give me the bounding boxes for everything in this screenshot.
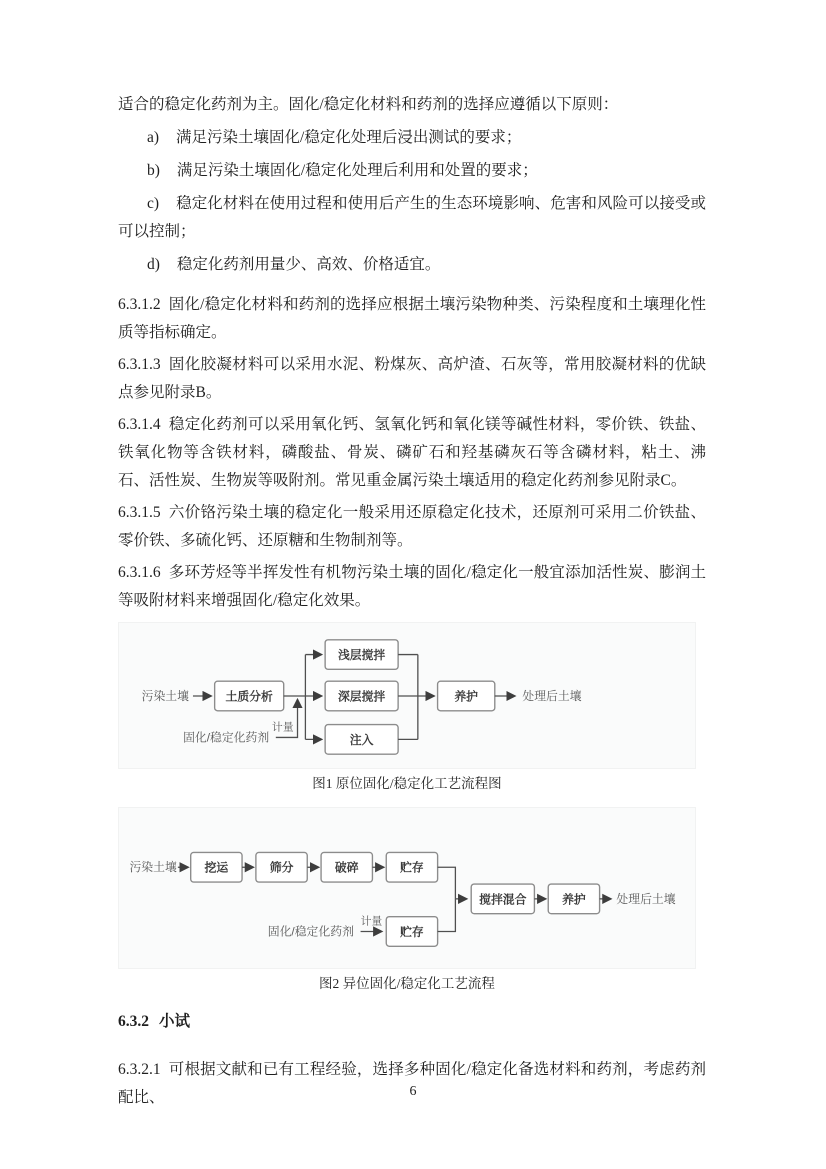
fig1-agent-label: 固化/稳定化药剂: [183, 730, 270, 745]
paragraph-number: 6.3.1.3: [118, 356, 161, 373]
paragraph-text: 固化胶凝材料可以采用水泥、粉煤灰、高炉渣、石灰等，常用胶凝材料的优缺点参见附录B。: [118, 356, 706, 401]
paragraph-text: 稳定化药剂可以采用氧化钙、氢氧化钙和氧化镁等碱性材料，零价铁、铁盐、铁氧化物等含铁材料，磷酸盐、骨炭、磷矿石和羟基磷灰石等含磷材料，粘土、沸石、活性炭、生物炭等吸附剂。常见重金属污染土壤适用的稳定化药剂参见附录C。: [118, 416, 706, 489]
list-item-d: [118, 251, 706, 279]
list-item-c-text: 稳定化材料在使用过程和使用后产生的生态环境影响、危害和风险可以接受或可以控制；: [118, 195, 706, 240]
fig2-merge-line: [438, 867, 456, 931]
figure2-caption: 图2 异位固化/稳定化工艺流程: [319, 976, 495, 991]
fig2-box-label: 搅拌混合: [479, 892, 527, 907]
fig2-agent-label: 固化/稳定化药剂: [267, 924, 354, 939]
fig1-box-soil-analysis: [215, 681, 284, 711]
list-item-b: [118, 157, 706, 185]
list-item-c: [118, 190, 706, 246]
fig1-box-curing: [438, 681, 495, 711]
page-number: 6: [409, 1084, 417, 1099]
paragraph-number: 6.3.1.5: [118, 504, 161, 521]
fig2-box-crushing: [321, 852, 372, 882]
fig2-output-label: 处理后土壤: [616, 891, 676, 906]
fig1-input-label: 污染土壤: [141, 688, 189, 703]
fig2-metering-label: 计量: [360, 915, 383, 928]
paragraph-6.3.1.3: [118, 351, 706, 407]
paragraph-number: 6.3.2.1: [118, 1061, 161, 1078]
section-heading-6.3.2: [118, 1008, 706, 1036]
fig1-box-label: 养护: [454, 689, 479, 704]
fig2-box-label: 破碎: [334, 860, 359, 875]
list-item-d-label: d): [147, 256, 160, 273]
section-title: 小试: [159, 1013, 191, 1030]
list-item-a: [118, 124, 706, 152]
list-item-a-label: a): [147, 129, 160, 146]
list-item-d-text: 稳定化药剂用量少、高效、价格适宜。: [176, 256, 441, 273]
paragraph-text: 可根据文献和已有工程经验，选择多种固化/稳定化备选材料和药剂，考虑药剂配比、: [118, 1061, 706, 1106]
fig2-box-curing: [548, 884, 599, 914]
paragraph-6.3.1.2: [118, 291, 706, 347]
list-item-b-label: b): [147, 162, 160, 179]
fig2-box-agent-storage: [386, 917, 437, 947]
fig1-box-label: 土质分析: [225, 689, 273, 704]
fig2-box-screening: [256, 852, 307, 882]
figure2-flowchart-svg: [119, 808, 695, 968]
paragraph-text: 多环芳烃等半挥发性有机物污染土壤的固化/稳定化一般宜添加活性炭、膨润土等吸附材料来增强固化/稳定化效果。: [118, 564, 706, 609]
figure2-diagram: [118, 807, 696, 969]
list-item-c-label: c): [147, 195, 160, 212]
figure1-diagram: [118, 622, 696, 769]
fig2-box-label: 贮存: [400, 924, 424, 939]
paragraph-number: 6.3.1.6: [118, 564, 161, 581]
intro-paragraph: 适合的稳定化药剂为主。固化/稳定化材料和药剂的选择应遵循以下原则：: [118, 96, 619, 113]
fig1-box-deep-mixing: [325, 681, 398, 711]
fig1-box-injection: [325, 725, 398, 755]
fig2-box-label: 养护: [562, 892, 586, 907]
list-item-b-text: 满足污染土壤固化/稳定化处理后利用和处置的要求；: [176, 162, 538, 179]
paragraph-6.3.1.6: [118, 559, 706, 615]
paragraph-6.3.1.5: [118, 499, 706, 555]
fig1-box-label: 深层搅拌: [337, 689, 386, 704]
fig2-input-label: 污染土壤: [129, 860, 177, 875]
fig1-box-label: 注入: [349, 732, 374, 747]
fig1-box-shallow-mixing: [325, 640, 398, 670]
section-number: 6.3.2: [118, 1013, 149, 1030]
fig2-box-label: 筛分: [269, 860, 294, 875]
paragraph-text: 固化/稳定化材料和药剂的选择应根据土壤污染物种类、污染程度和土壤理化性质等指标确定。: [118, 296, 706, 341]
fig2-box-label: 挖运: [204, 860, 229, 875]
fig2-box-mixing: [471, 884, 534, 914]
fig2-box-label: 贮存: [400, 860, 424, 875]
fig1-box-label: 浅层搅拌: [337, 648, 386, 663]
fig1-metering-label: 计量: [271, 721, 294, 734]
principles-list: [118, 124, 706, 279]
fig2-box-excavation: [191, 852, 242, 882]
paragraph-6.3.1.4: [118, 411, 706, 495]
fig2-box-soil-storage: [386, 852, 437, 882]
paragraph-number: 6.3.1.4: [118, 416, 161, 433]
paragraph-text: 六价铬污染土壤的稳定化一般采用还原稳定化技术，还原剂可采用二价铁盐、零价铁、多硫化钙、还原糖和生物制剂等。: [118, 504, 706, 549]
paragraph-number: 6.3.1.2: [118, 296, 161, 313]
fig1-output-label: 处理后土壤: [522, 688, 582, 703]
figure1-caption: 图1 原位固化/稳定化工艺流程图: [312, 776, 502, 791]
list-item-a-text: 满足污染土壤固化/稳定化处理后浸出测试的要求；: [176, 129, 522, 146]
figure1-flowchart-svg: [119, 623, 695, 768]
